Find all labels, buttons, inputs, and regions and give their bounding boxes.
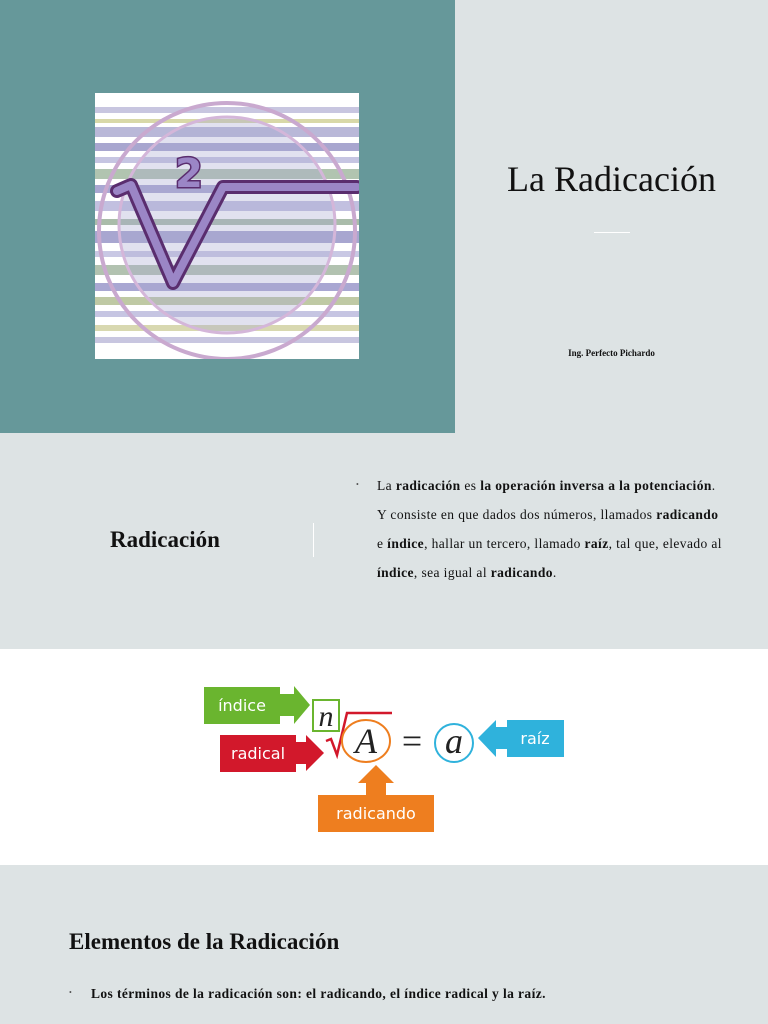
indice-label: índice (218, 696, 266, 715)
bold-term: índice (377, 565, 414, 580)
bold-term: raíz (584, 536, 609, 551)
title-area (455, 0, 768, 433)
text-run: es (460, 478, 481, 493)
square-root-icon (95, 93, 359, 359)
text-run: . Y consiste en que dados dos números, llamados (377, 478, 716, 522)
radicando-label: radicando (336, 804, 416, 823)
bullet-icon: • (69, 988, 72, 997)
bold-term: radicando (656, 507, 719, 522)
teal-panel (0, 0, 455, 433)
definition-heading: Radicación (110, 527, 220, 552)
radicando-arrow-icon (358, 765, 394, 795)
page-title: La Radicación (507, 159, 716, 199)
formula-root: a (445, 721, 463, 761)
author-name: Ing. Perfecto Pichardo (568, 348, 655, 358)
formula-index: n (318, 700, 334, 733)
vertical-divider (313, 523, 314, 557)
formula-equals: = (401, 721, 423, 761)
raiz-arrow-icon (478, 720, 507, 757)
bold-term: radicación (395, 478, 461, 493)
text-run: , sea igual al (413, 565, 491, 580)
svg-text:2: 2 (175, 151, 203, 197)
bold-term: radicando (490, 565, 553, 580)
indice-arrow-icon (280, 686, 310, 724)
radical-arrow-icon (296, 735, 324, 771)
bold-term: la operación inversa a la potenciación (480, 478, 712, 493)
radical-label: radical (230, 744, 286, 763)
text-run: . (552, 565, 557, 580)
raiz-label: raíz (520, 729, 550, 748)
formula-radicand: A (355, 721, 377, 761)
text-run: , tal que, elevado al (608, 536, 722, 551)
diagram-slide (0, 649, 768, 865)
definition-paragraph (377, 471, 722, 587)
elements-slide (0, 865, 768, 1024)
text-run: La (377, 478, 396, 493)
radical-diagram (0, 649, 768, 865)
bullet-icon: • (356, 480, 359, 489)
elements-bullet-text: Los términos de la radicación son: el radicando, el índice radical y la raíz. (91, 986, 546, 1001)
elements-heading: Elementos de la Radicación (69, 929, 340, 954)
text-run: , hallar un tercero, llamado (424, 536, 585, 551)
title-slide (0, 0, 768, 433)
definition-slide (0, 433, 768, 649)
title-divider (594, 232, 630, 233)
bold-term: índice (387, 536, 425, 551)
text-run: e (377, 536, 388, 551)
